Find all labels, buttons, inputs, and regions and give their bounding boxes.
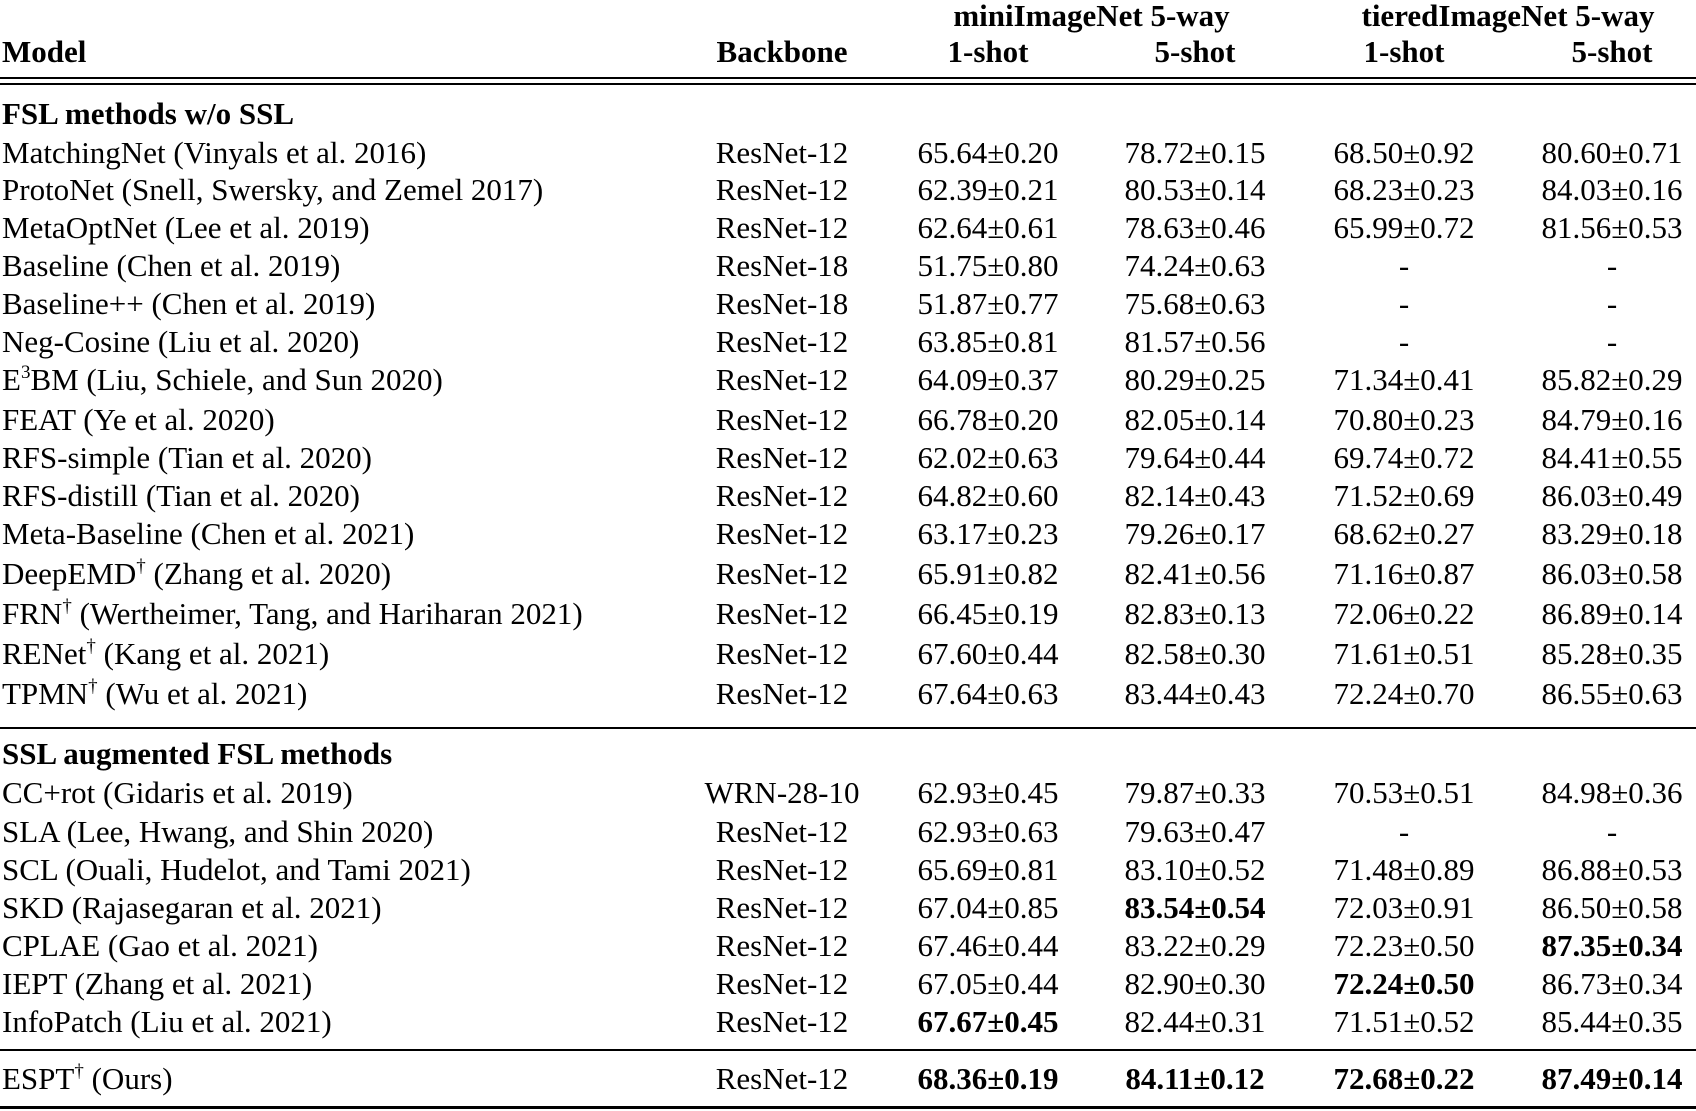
- mini-5shot-cell: 80.29±0.25: [1124, 362, 1266, 397]
- header-rule-bottom: [0, 83, 1696, 85]
- mini-1shot-cell: 65.69±0.81: [917, 852, 1059, 887]
- model-name-text: TPMN: [2, 676, 89, 711]
- section-divider: [0, 727, 1696, 729]
- mini-5shot-cell: 78.63±0.46: [1124, 210, 1266, 245]
- model-name-text: Baseline++ (Chen et al. 2019): [2, 286, 376, 321]
- mini-5shot-cell: 82.83±0.13: [1124, 596, 1266, 631]
- group-header-miniimagenet: miniImageNet 5-way: [953, 0, 1230, 33]
- tiered-1shot-cell: 72.24±0.70: [1333, 676, 1475, 711]
- mini-1shot-cell: 66.78±0.20: [917, 402, 1059, 437]
- mini-5shot-cell: 81.57±0.56: [1124, 324, 1266, 359]
- tiered-5shot-cell: 86.50±0.58: [1541, 890, 1683, 925]
- tiered-1shot-cell: 71.51±0.52: [1333, 1004, 1475, 1039]
- model-name-text: Neg-Cosine (Liu et al. 2020): [2, 324, 360, 359]
- tiered-5shot-cell: -: [1606, 286, 1618, 321]
- section-fsl-title: [0, 96, 1696, 132]
- table-row: [0, 478, 1696, 514]
- model-name: [2, 676, 307, 712]
- tiered-5shot-cell: -: [1606, 814, 1618, 849]
- mini-1shot-cell: 67.04±0.85: [917, 890, 1059, 925]
- tiered-1shot-cell: 69.74±0.72: [1333, 440, 1475, 475]
- tiered-1shot-cell: 71.52±0.69: [1333, 478, 1475, 513]
- model-name: [2, 402, 275, 438]
- mini-5shot-cell: 82.05±0.14: [1124, 402, 1266, 437]
- model-name-rest: (Kang et al. 2021): [95, 636, 330, 671]
- backbone-cell: WRN-28-10: [704, 775, 860, 810]
- model-name: [2, 248, 340, 284]
- backbone-cell: ResNet-12: [715, 362, 849, 397]
- tiered-1shot-cell: 72.68±0.22: [1333, 1061, 1475, 1096]
- mini-1shot-cell: 63.17±0.23: [917, 516, 1059, 551]
- tiered-1shot-cell: -: [1398, 286, 1410, 321]
- model-name-text: RENet: [2, 636, 87, 671]
- mini-5shot-cell: 80.53±0.14: [1124, 172, 1266, 207]
- mini-1shot-cell: 67.05±0.44: [917, 966, 1059, 1001]
- model-name: [2, 210, 370, 246]
- mini-5shot-cell: 75.68±0.63: [1124, 286, 1266, 321]
- table-row: [0, 852, 1696, 888]
- table-row: [0, 172, 1696, 208]
- model-name: [2, 286, 375, 322]
- tiered-5shot-cell: 86.73±0.34: [1541, 966, 1683, 1001]
- tiered-5shot-cell: 81.56±0.53: [1541, 210, 1683, 245]
- tiered-1shot-cell: 71.16±0.87: [1333, 556, 1475, 591]
- model-name: [2, 516, 414, 552]
- mini-5shot-cell: 79.26±0.17: [1124, 516, 1266, 551]
- backbone-cell: ResNet-12: [715, 440, 849, 475]
- tiered-5shot-cell: 86.89±0.14: [1541, 596, 1683, 631]
- mini-5shot-cell: 83.54±0.54: [1124, 890, 1266, 925]
- backbone-cell: ResNet-12: [715, 172, 849, 207]
- model-name: [2, 1004, 332, 1040]
- model-superscript: †: [86, 636, 96, 657]
- tiered-5shot-cell: 84.79±0.16: [1541, 402, 1683, 437]
- mini-5shot-cell: 83.10±0.52: [1124, 852, 1266, 887]
- model-name-rest: (Wertheimer, Tang, and Hariharan 2021): [71, 596, 583, 631]
- model-name-rest: (Ours): [83, 1061, 173, 1096]
- model-name-text: RFS-simple (Tian et al. 2020): [2, 440, 373, 475]
- backbone-cell: ResNet-12: [715, 966, 849, 1001]
- table-row: [0, 286, 1696, 322]
- tiered-5shot-cell: 87.49±0.14: [1541, 1061, 1683, 1096]
- table-row: [0, 890, 1696, 926]
- model-name-text: CPLAE (Gao et al. 2021): [2, 928, 318, 963]
- tiered-1shot-cell: -: [1398, 814, 1410, 849]
- tiered-1shot-cell: 68.50±0.92: [1333, 135, 1475, 170]
- mini-1shot-cell: 67.60±0.44: [917, 636, 1059, 671]
- model-name-text: Meta-Baseline (Chen et al. 2021): [2, 516, 415, 551]
- backbone-cell: ResNet-12: [715, 402, 849, 437]
- tiered-1shot-cell: 72.24±0.50: [1333, 966, 1475, 1001]
- tiered-5shot-cell: 86.03±0.49: [1541, 478, 1683, 513]
- tiered-1shot-cell: 71.48±0.89: [1333, 852, 1475, 887]
- model-name-text: MetaOptNet (Lee et al. 2019): [2, 210, 370, 245]
- mini-1shot-cell: 68.36±0.19: [917, 1061, 1059, 1096]
- model-name: [2, 775, 353, 811]
- header-backbone: Backbone: [716, 34, 848, 69]
- mini-5shot-cell: 78.72±0.15: [1124, 135, 1266, 170]
- table-row: [0, 248, 1696, 284]
- model-name-text: ESPT: [2, 1061, 75, 1096]
- tiered-5shot-cell: 84.98±0.36: [1541, 775, 1683, 810]
- backbone-cell: ResNet-12: [715, 516, 849, 551]
- table-row: [0, 966, 1696, 1002]
- mini-5shot-cell: 74.24±0.63: [1124, 248, 1266, 283]
- mini-1shot-cell: 64.09±0.37: [917, 362, 1059, 397]
- model-name-rest: (Wu et al. 2021): [97, 676, 308, 711]
- table-row: [0, 210, 1696, 246]
- tiered-1shot-cell: 70.53±0.51: [1333, 775, 1475, 810]
- tiered-1shot-cell: 65.99±0.72: [1333, 210, 1475, 245]
- model-superscript: 3: [20, 362, 31, 383]
- mini-5shot-cell: 83.44±0.43: [1124, 676, 1266, 711]
- mini-1shot-cell: 65.64±0.20: [917, 135, 1059, 170]
- model-name: [2, 362, 443, 398]
- tiered-5shot-cell: 83.29±0.18: [1541, 516, 1683, 551]
- tiered-5shot-cell: -: [1606, 324, 1618, 359]
- table-bottom-rule: [0, 1106, 1696, 1109]
- model-name: [2, 478, 360, 514]
- mini-1shot-cell: 62.93±0.63: [917, 814, 1059, 849]
- backbone-cell: ResNet-12: [715, 478, 849, 513]
- tiered-5shot-cell: 86.55±0.63: [1541, 676, 1683, 711]
- model-name-text: E: [2, 362, 21, 397]
- tiered-1shot-cell: 68.23±0.23: [1333, 172, 1475, 207]
- model-superscript: †: [74, 1061, 84, 1082]
- mini-5shot-cell: 83.22±0.29: [1124, 928, 1266, 963]
- model-name: [2, 172, 543, 208]
- mini-5shot-cell: 82.90±0.30: [1124, 966, 1266, 1001]
- mini-1shot-cell: 51.87±0.77: [917, 286, 1059, 321]
- model-name: [2, 596, 583, 632]
- mini-1shot-cell: 65.91±0.82: [917, 556, 1059, 591]
- header-tiered-5shot: 5-shot: [1571, 34, 1653, 69]
- table-row: [0, 556, 1696, 592]
- tiered-5shot-cell: -: [1606, 248, 1618, 283]
- mini-5shot-cell: 82.58±0.30: [1124, 636, 1266, 671]
- table-row: [0, 362, 1696, 398]
- mini-5shot-cell: 79.64±0.44: [1124, 440, 1266, 475]
- header-mini-5shot: 5-shot: [1154, 34, 1236, 69]
- table-row: [0, 596, 1696, 632]
- model-name-rest: (Zhang et al. 2020): [145, 556, 392, 591]
- model-name: [2, 890, 382, 926]
- mini-1shot-cell: 64.82±0.60: [917, 478, 1059, 513]
- model-name-text: FRN: [2, 596, 63, 631]
- model-name-text: SKD (Rajasegaran et al. 2021): [2, 890, 382, 925]
- model-name: [2, 928, 318, 964]
- backbone-cell: ResNet-18: [715, 286, 849, 321]
- header-mini-1shot: 1-shot: [947, 34, 1029, 69]
- tiered-1shot-cell: 72.03±0.91: [1333, 890, 1475, 925]
- backbone-cell: ResNet-12: [715, 676, 849, 711]
- tiered-1shot-cell: -: [1398, 324, 1410, 359]
- tiered-5shot-cell: 86.03±0.58: [1541, 556, 1683, 591]
- tiered-1shot-cell: 71.34±0.41: [1333, 362, 1475, 397]
- backbone-cell: ResNet-12: [715, 636, 849, 671]
- model-name-text: SCL (Ouali, Hudelot, and Tami 2021): [2, 852, 471, 887]
- model-name: [2, 966, 312, 1002]
- mini-1shot-cell: 67.46±0.44: [917, 928, 1059, 963]
- mini-5shot-cell: 82.41±0.56: [1124, 556, 1266, 591]
- section-title: SSL augmented FSL methods: [2, 736, 393, 771]
- backbone-cell: ResNet-12: [715, 135, 849, 170]
- model-name: [2, 440, 372, 476]
- tiered-5shot-cell: 85.82±0.29: [1541, 362, 1683, 397]
- mini-1shot-cell: 67.64±0.63: [917, 676, 1059, 711]
- model-name: [2, 324, 359, 360]
- ours-divider: [0, 1049, 1696, 1051]
- backbone-cell: ResNet-12: [715, 814, 849, 849]
- model-name: [2, 1061, 173, 1097]
- backbone-cell: ResNet-12: [715, 852, 849, 887]
- model-name-text: CC+rot (Gidaris et al. 2019): [2, 775, 353, 810]
- model-superscript: †: [136, 556, 146, 577]
- table-row: [0, 676, 1696, 712]
- tiered-5shot-cell: 86.88±0.53: [1541, 852, 1683, 887]
- table-row: [0, 324, 1696, 360]
- group-header-tieredimagenet: tieredImageNet 5-way: [1361, 0, 1655, 33]
- tiered-1shot-cell: 70.80±0.23: [1333, 402, 1475, 437]
- backbone-cell: ResNet-12: [715, 324, 849, 359]
- model-name: [2, 556, 391, 592]
- tiered-1shot-cell: 68.62±0.27: [1333, 516, 1475, 551]
- backbone-cell: ResNet-12: [715, 596, 849, 631]
- header-rule-top: [0, 77, 1696, 79]
- model-superscript: †: [88, 676, 98, 697]
- table-row: [0, 516, 1696, 552]
- mini-1shot-cell: 62.02±0.63: [917, 440, 1059, 475]
- section-ssl-title: [0, 736, 1696, 772]
- tiered-5shot-cell: 87.35±0.34: [1541, 928, 1683, 963]
- model-name-text: ProtoNet (Snell, Swersky, and Zemel 2017): [2, 172, 544, 207]
- header-tiered-1shot: 1-shot: [1363, 34, 1445, 69]
- model-name: [2, 814, 433, 850]
- model-name: [2, 636, 329, 672]
- mini-1shot-cell: 66.45±0.19: [917, 596, 1059, 631]
- tiered-5shot-cell: 84.41±0.55: [1541, 440, 1683, 475]
- mini-5shot-cell: 82.14±0.43: [1124, 478, 1266, 513]
- tiered-1shot-cell: 72.23±0.50: [1333, 928, 1475, 963]
- backbone-cell: ResNet-12: [715, 556, 849, 591]
- model-name-text: DeepEMD: [2, 556, 137, 591]
- tiered-5shot-cell: 80.60±0.71: [1541, 135, 1683, 170]
- model-name-text: FEAT (Ye et al. 2020): [2, 402, 275, 437]
- mini-5shot-cell: 79.63±0.47: [1124, 814, 1266, 849]
- mini-1shot-cell: 51.75±0.80: [917, 248, 1059, 283]
- model-name-text: RFS-distill (Tian et al. 2020): [2, 478, 360, 513]
- model-name-rest: BM (Liu, Schiele, and Sun 2020): [30, 362, 443, 397]
- backbone-cell: ResNet-12: [715, 928, 849, 963]
- table-row: [0, 402, 1696, 438]
- table-row: [0, 775, 1696, 811]
- table-row: [0, 928, 1696, 964]
- mini-1shot-cell: 62.93±0.45: [917, 775, 1059, 810]
- tiered-1shot-cell: 72.06±0.22: [1333, 596, 1475, 631]
- model-name-text: Baseline (Chen et al. 2019): [2, 248, 341, 283]
- model-name-text: IEPT (Zhang et al. 2021): [2, 966, 313, 1001]
- mini-1shot-cell: 67.67±0.45: [917, 1004, 1059, 1039]
- mini-5shot-cell: 84.11±0.12: [1125, 1061, 1265, 1096]
- section-title: FSL methods w/o SSL: [2, 96, 295, 131]
- table-row: [0, 1004, 1696, 1040]
- backbone-cell: ResNet-12: [715, 1004, 849, 1039]
- table-row: [0, 135, 1696, 171]
- model-name-text: MatchingNet (Vinyals et al. 2016): [2, 135, 427, 170]
- backbone-cell: ResNet-12: [715, 210, 849, 245]
- tiered-5shot-cell: 84.03±0.16: [1541, 172, 1683, 207]
- table-row-ours: [0, 1061, 1696, 1097]
- backbone-cell: ResNet-18: [715, 248, 849, 283]
- tiered-5shot-cell: 85.28±0.35: [1541, 636, 1683, 671]
- table-row: [0, 814, 1696, 850]
- mini-1shot-cell: 63.85±0.81: [917, 324, 1059, 359]
- header-row: [0, 34, 1696, 70]
- tiered-1shot-cell: 71.61±0.51: [1333, 636, 1475, 671]
- model-superscript: †: [62, 596, 72, 617]
- mini-1shot-cell: 62.39±0.21: [917, 172, 1059, 207]
- table-row: [0, 440, 1696, 476]
- model-name-text: InfoPatch (Liu et al. 2021): [2, 1004, 332, 1039]
- table-row: [0, 636, 1696, 672]
- header-model: Model: [2, 34, 87, 69]
- mini-5shot-cell: 82.44±0.31: [1124, 1004, 1266, 1039]
- mini-1shot-cell: 62.64±0.61: [917, 210, 1059, 245]
- mini-5shot-cell: 79.87±0.33: [1124, 775, 1266, 810]
- model-name: [2, 852, 471, 888]
- tiered-5shot-cell: 85.44±0.35: [1541, 1004, 1683, 1039]
- model-name-text: SLA (Lee, Hwang, and Shin 2020): [2, 814, 434, 849]
- backbone-cell: ResNet-12: [715, 1061, 849, 1096]
- model-name: [2, 135, 426, 171]
- backbone-cell: ResNet-12: [715, 890, 849, 925]
- tiered-1shot-cell: -: [1398, 248, 1410, 283]
